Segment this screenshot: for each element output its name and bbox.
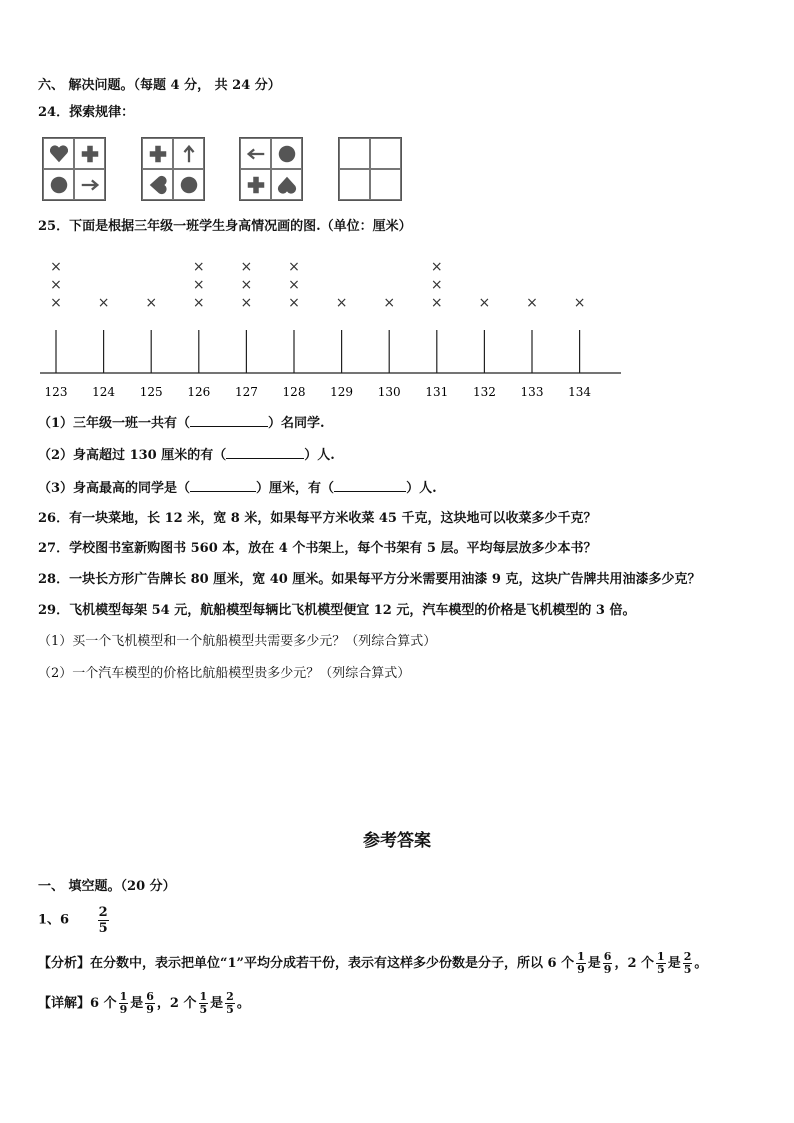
- student-mark-127: ×: [240, 259, 253, 275]
- pattern-cell: [173, 138, 204, 169]
- fraction-denominator: 5: [199, 1003, 208, 1016]
- pattern-grid-4-blank: [338, 137, 402, 201]
- arrow-up-icon: [178, 143, 200, 165]
- student-mark-123: ×: [50, 277, 62, 293]
- part-3-text-mid: ）厘米，有（: [256, 481, 335, 496]
- tick-label-128: 128: [282, 385, 306, 399]
- answers-title: 参考答案: [363, 831, 431, 851]
- pattern-grid-2: [141, 137, 205, 201]
- fraction-denominator: 9: [119, 1003, 128, 1016]
- arrow-right-icon: [79, 174, 101, 196]
- student-mark-128: ×: [288, 295, 300, 311]
- tick-label-127: 127: [234, 385, 258, 399]
- student-mark-131: ×: [430, 259, 443, 275]
- plus-icon: [147, 143, 169, 165]
- fraction-denominator: 5: [657, 963, 665, 976]
- fraction: [683, 951, 693, 976]
- student-mark-123: ×: [50, 295, 62, 311]
- student-mark-126: ×: [192, 259, 205, 275]
- question-25-part-2: [38, 448, 335, 464]
- tick-label-131: 131: [425, 385, 449, 399]
- question-25: 25．下面是根据三年级一班学生身高情况画的图.（单位：厘米）: [38, 219, 412, 234]
- fraction-denominator: 9: [603, 963, 612, 976]
- circle-icon: [48, 174, 70, 196]
- student-mark-128: ×: [288, 259, 300, 275]
- analysis-text: 是: [667, 956, 681, 971]
- fraction: [603, 951, 613, 976]
- fraction: [199, 991, 209, 1016]
- part-1-text: （1）三年级一班一共有（: [38, 416, 191, 431]
- tick-label-133: 133: [520, 385, 544, 399]
- fraction: [119, 991, 129, 1016]
- student-mark-124: ×: [97, 295, 110, 311]
- student-mark-131: ×: [430, 295, 443, 311]
- tick-label-134: 134: [568, 385, 592, 399]
- plus-icon: [79, 143, 101, 165]
- student-mark-126: ×: [192, 277, 205, 293]
- fraction: [225, 991, 235, 1016]
- pattern-cell: [43, 138, 74, 169]
- pattern-cell: [339, 138, 370, 169]
- fraction-numerator: 6: [603, 950, 612, 963]
- fraction-numerator: 1: [199, 990, 208, 1003]
- answer-1-fraction: [98, 905, 109, 936]
- detail-text: ，2 个: [156, 996, 197, 1011]
- fraction: [576, 951, 586, 976]
- student-mark-127: ×: [240, 277, 253, 293]
- answer-blank[interactable]: [190, 491, 256, 492]
- question-25-part-3: [38, 481, 437, 497]
- analysis-label: 【分析】: [38, 956, 91, 971]
- pattern-cell: [271, 169, 302, 200]
- student-mark-129: ×: [335, 295, 348, 311]
- answer-1: [38, 905, 111, 936]
- plus-icon: [245, 174, 267, 196]
- fraction-denominator: 9: [577, 963, 585, 976]
- analysis-text: 在分数中，表示把单位“1”平均分成若干份，表示有这样多少份数是分子，所以 6 个: [90, 956, 575, 971]
- pattern-cell: [370, 138, 401, 169]
- fraction-numerator: 2: [683, 950, 692, 963]
- part-1-text-end: ）名同学.: [268, 416, 325, 431]
- answer-1-detail: [38, 991, 250, 1016]
- pattern-cell: [142, 169, 173, 200]
- pattern-cell: [142, 138, 173, 169]
- pattern-cell: [74, 169, 105, 200]
- fraction: [656, 951, 666, 976]
- fraction-numerator: 6: [146, 990, 154, 1003]
- answer-1-analysis: [38, 951, 707, 976]
- detail-text: 是: [130, 996, 144, 1011]
- question-27: 27．学校图书室新购图书 560 本，放在 4 个书架上，每个书架有 5 层。平均每层放多少本书？: [38, 541, 597, 556]
- tick-label-132: 132: [472, 385, 496, 399]
- fraction-denominator: 5: [683, 963, 692, 976]
- pattern-grid-3: [239, 137, 303, 201]
- answer-1-label: 1、6: [38, 912, 70, 928]
- pattern-cell: [240, 138, 271, 169]
- student-mark-125: ×: [145, 295, 158, 311]
- detail-text: 6 个: [90, 996, 117, 1011]
- tick-label-123: 123: [44, 385, 68, 399]
- heart-left-icon: [147, 174, 169, 196]
- part-2-text-end: ）人.: [304, 448, 335, 463]
- answer-blank[interactable]: [334, 491, 406, 492]
- question-29-part-1: （1）买一个飞机模型和一个航船模型共需要多少元？（列综合算式）: [38, 634, 437, 649]
- pattern-cell: [240, 169, 271, 200]
- analysis-text: 是: [587, 956, 601, 971]
- fraction: [145, 991, 155, 1016]
- question-26: 26．有一块菜地，长 12 米，宽 8 米，如果每平方米收菜 45 千克，这块地可以收菜多少千克？: [38, 511, 597, 526]
- answer-blank[interactable]: [226, 458, 304, 459]
- pattern-cell: [271, 138, 302, 169]
- heart-up-icon: [276, 174, 298, 196]
- student-mark-131: ×: [430, 277, 443, 293]
- answers-section-1: 一、 填空题。（20 分）: [38, 879, 176, 894]
- detail-text: 。: [236, 996, 250, 1011]
- arrow-left-icon: [245, 143, 267, 165]
- detail-text: 是: [210, 996, 224, 1011]
- student-mark-132: ×: [478, 295, 491, 311]
- fraction-denominator: 5: [98, 921, 108, 936]
- part-3-text: （3）身高最高的同学是（: [38, 481, 191, 496]
- question-29-part-2: （2）一个汽车模型的价格比航船模型贵多少元？（列综合算式）: [38, 666, 411, 681]
- tick-label-130: 130: [377, 385, 401, 399]
- tick-label-125: 125: [139, 385, 163, 399]
- circle-icon: [178, 174, 200, 196]
- tick-label-124: 124: [92, 385, 116, 399]
- detail-label: 【详解】: [38, 996, 91, 1011]
- fraction-denominator: 9: [146, 1003, 154, 1016]
- tick-label-129: 129: [330, 385, 354, 399]
- height-dot-plot: [30, 250, 630, 405]
- student-mark-134: ×: [573, 295, 586, 311]
- section-heading: 六、 解决问题。（每题 4 分， 共 24 分）: [38, 78, 281, 93]
- fraction-numerator: 2: [98, 905, 108, 920]
- question-29: 29．飞机模型每架 54 元，航船模型每辆比飞机模型便宜 12 元，汽车模型的价格是飞机模型的 3 倍。: [38, 603, 636, 618]
- pattern-cell: [370, 169, 401, 200]
- fraction-numerator: 2: [226, 990, 234, 1003]
- pattern-grid-1: [42, 137, 106, 201]
- tick-label-126: 126: [187, 385, 211, 399]
- answer-blank[interactable]: [190, 426, 268, 427]
- analysis-text: ，2 个: [614, 956, 655, 971]
- student-mark-128: ×: [288, 277, 300, 293]
- student-mark-130: ×: [383, 295, 396, 311]
- pattern-cell: [74, 138, 105, 169]
- circle-icon: [276, 143, 298, 165]
- student-mark-126: ×: [192, 295, 205, 311]
- question-28: 28．一块长方形广告牌长 80 厘米，宽 40 厘米。如果每平方分米需要用油漆 9 克，这块广告牌共用油漆多少克？: [38, 572, 701, 587]
- question-25-part-1: [38, 416, 325, 432]
- part-2-text: （2）身高超过 130 厘米的有（: [38, 448, 227, 463]
- analysis-text: 。: [694, 956, 708, 971]
- student-mark-127: ×: [240, 295, 253, 311]
- fraction-numerator: 1: [577, 950, 585, 963]
- student-mark-133: ×: [526, 295, 538, 311]
- fraction-numerator: 1: [657, 950, 665, 963]
- student-mark-123: ×: [50, 259, 62, 275]
- question-24: 24．探索规律：: [38, 105, 135, 120]
- pattern-cell: [43, 169, 74, 200]
- part-3-text-end: ）人.: [406, 481, 437, 496]
- heart-icon: [48, 143, 70, 165]
- pattern-cell: [173, 169, 204, 200]
- fraction-numerator: 1: [119, 990, 128, 1003]
- fraction-denominator: 5: [226, 1003, 234, 1016]
- pattern-cell: [339, 169, 370, 200]
